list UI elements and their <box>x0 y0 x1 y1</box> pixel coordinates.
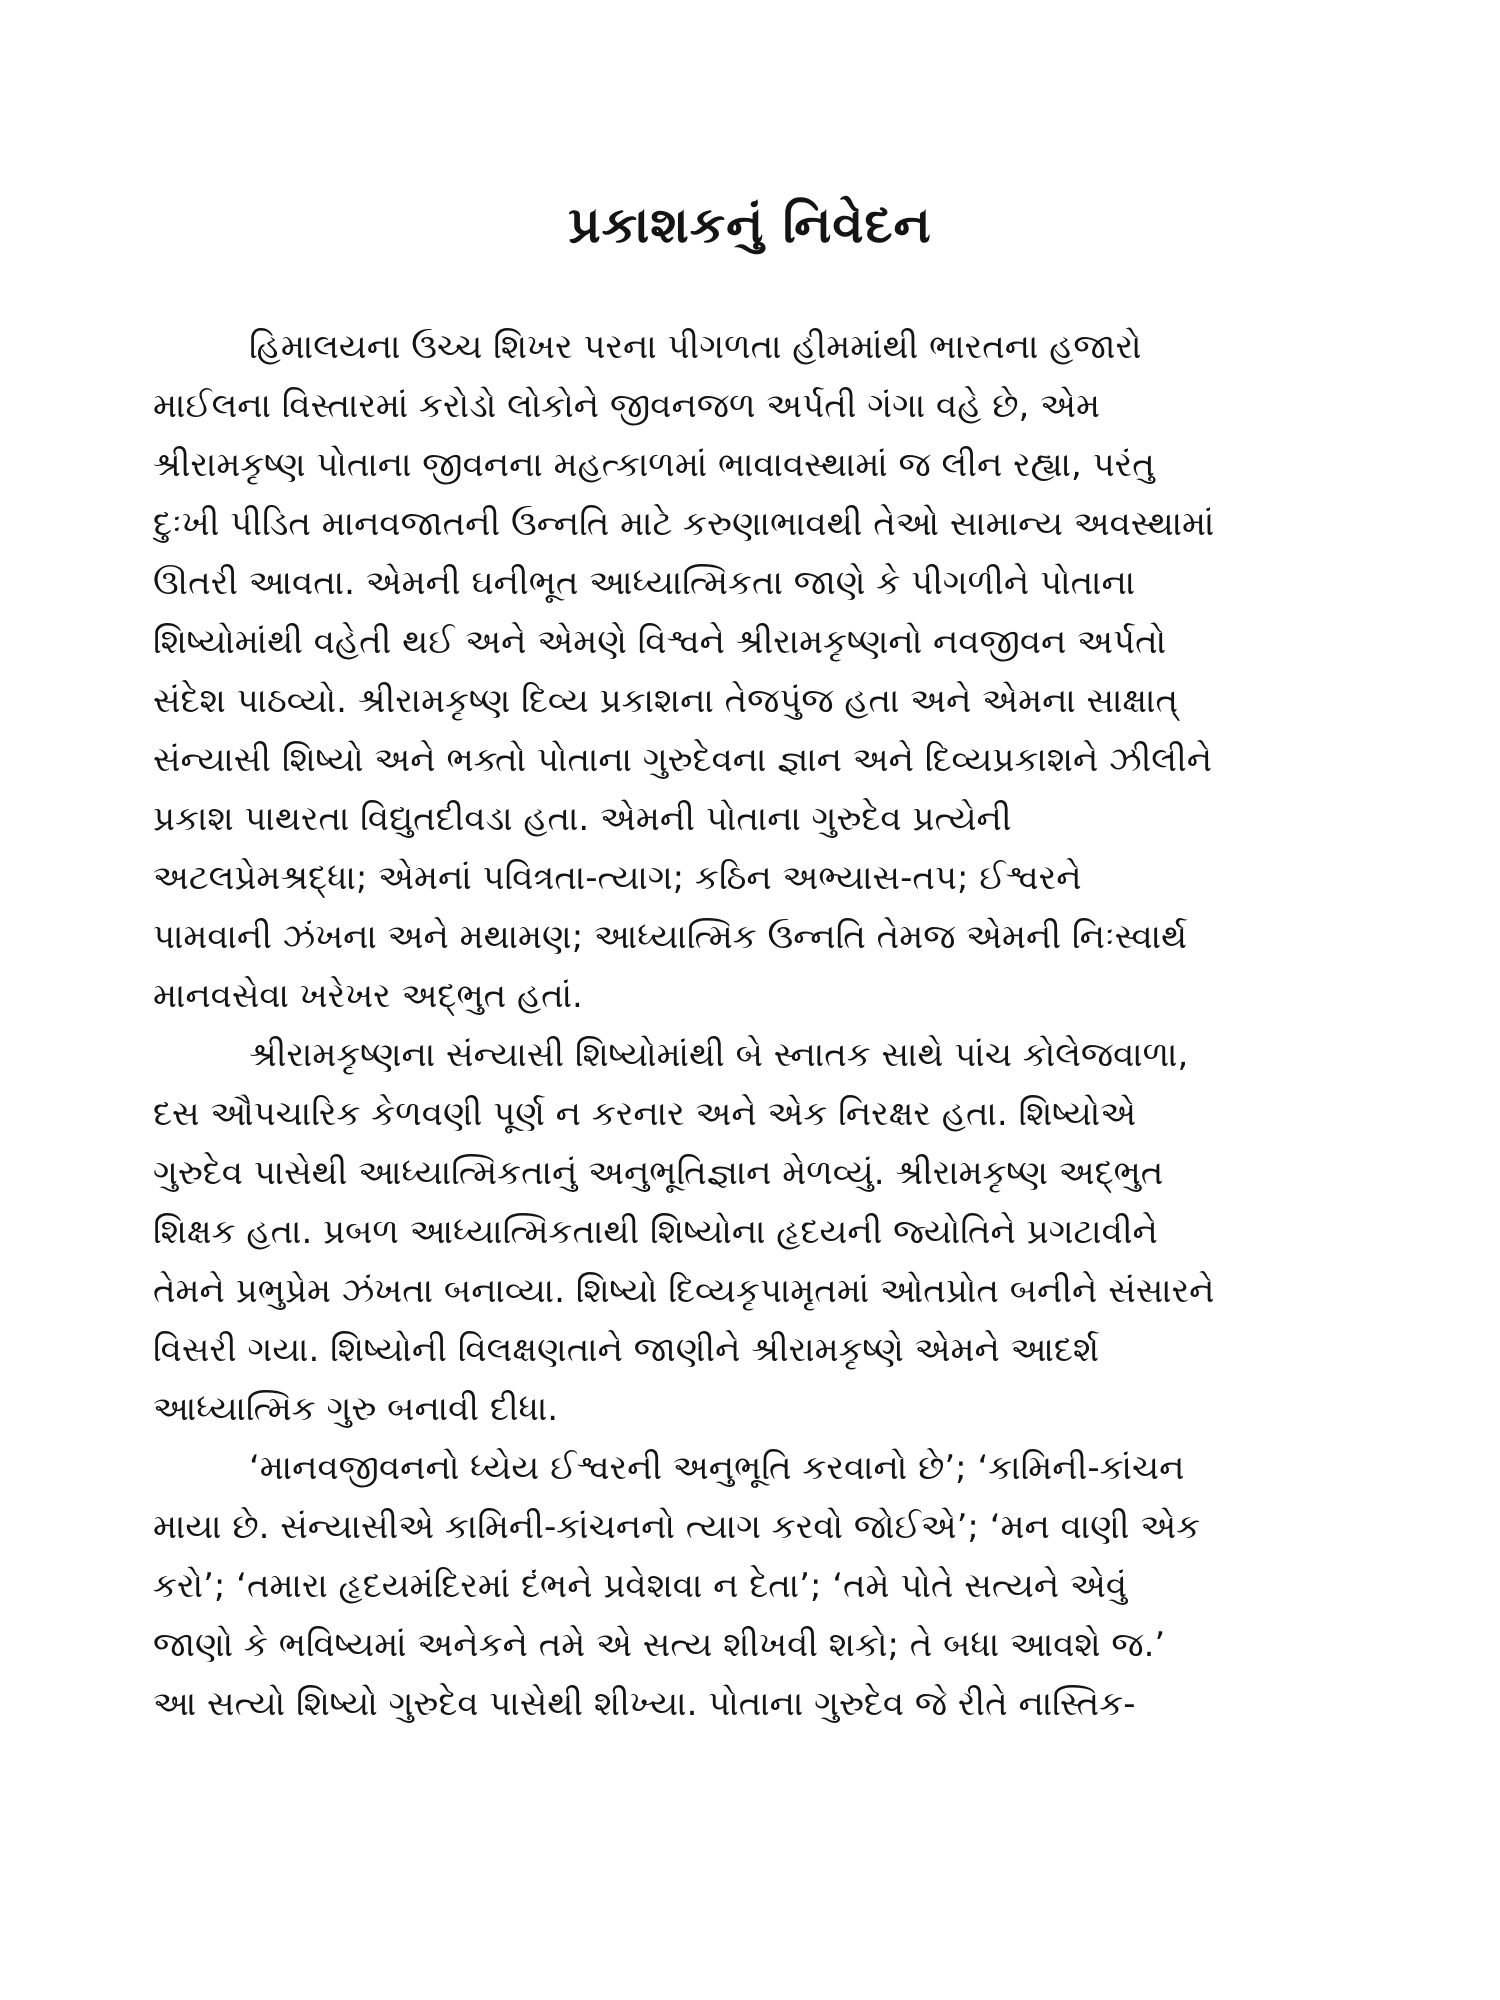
paragraph-2-line-2: દસ ઔપચારિક કેળવણી પૂર્ણ ન કરનાર અને એક નિરક્ષર હતા. શિષ્યોએ <box>153 1094 1137 1134</box>
paragraph-3-line-1: ‘માનવજીવનનો ધ્યેય ઈશ્વરની અનુભૂતિ કરવાનો છે’; ‘કામિની-કાંચન <box>249 1448 1185 1488</box>
paragraph-2-line-1: શ્રીરામકૃષ્ણના સંન્યાસી શિષ્યોમાંથી બે સ્નાતક સાથે પાંચ કોલેજવાળા, <box>249 1035 1189 1075</box>
paragraph-2-line-4: શિક્ષક હતા. પ્રબળ આધ્યાત્મિકતાથી શિષ્યોના હૃદયની જ્યોતિને પ્રગટાવીને <box>153 1212 1158 1252</box>
paragraph-1-line-10: અટલપ્રેમશ્રદ્ધા; એમનાં પવિત્રતા-ત્યાગ; કઠિન અભ્યાસ-તપ; ઈશ્વરને <box>153 858 1082 898</box>
paragraph-1-line-2: માઈલના વિસ્તારમાં કરોડો લોકોને જીવનજળ અર્પતી ગંગા વહે છે, એમ <box>153 386 1100 426</box>
paragraph-1-line-4: દુઃખી પીડિત માનવજાતની ઉન્નતિ માટે કરુણાભાવથી તેઓ સામાન્ય અવસ્થામાં <box>153 504 1215 544</box>
paragraph-3-line-3: કરો’; ‘તમારા હૃદયમંદિરમાં દંભને પ્રવેશવા ન દેતા’; ‘તમે પોતે સત્યને એવું <box>153 1566 1128 1606</box>
paragraph-1-line-6: શિષ્યોમાંથી વહેતી થઈ અને એમણે વિશ્વને શ્રીરામકૃષ્ણનો નવજીવન અર્પતો <box>153 622 1167 662</box>
paragraph-3-line-4: જાણો કે ભવિષ્યમાં અનેકને તમે એ સત્ય શીખવી શકો; તે બધા આવશે જ.’ <box>153 1625 1166 1665</box>
paragraph-2-line-6: વિસરી ગયા. શિષ્યોની વિલક્ષણતાને જાણીને શ્રીરામકૃષ્ણે એમને આદર્શ <box>153 1330 1100 1370</box>
paragraph-2-line-7: આધ્યાત્મિક ગુરુ બનાવી દીધા. <box>153 1389 559 1429</box>
paragraph-1-line-9: પ્રકાશ પાથરતા વિદ્યુતદીવડા હતા. એમની પોતાના ગુરુદેવ પ્રત્યેની <box>153 799 1012 839</box>
paragraph-1-line-1: હિમાલયના ઉચ્ચ શિખર પરના પીગળતા હીમમાંથી ભારતના હજારો <box>249 327 1142 367</box>
paragraph-2-line-5: તેમને પ્રભુપ્રેમ ઝંખતા બનાવ્યા. શિષ્યો દિવ્યકૃપામૃતમાં ઓતપ્રોત બનીને સંસારને <box>153 1271 1215 1311</box>
paragraph-3-line-5: આ સત્યો શિષ્યો ગુરુદેવ પાસેથી શીખ્યા. પોતાના ગુરુદેવ જે રીતે નાસ્તિક- <box>153 1684 1136 1724</box>
paragraph-1-line-12: માનવસેવા ખરેખર અદ્ભુત હતાં. <box>153 976 583 1016</box>
paragraph-1-line-11: પામવાની ઝંખના અને મથામણ; આધ્યાત્મિક ઉન્નતિ તેમજ એમની નિઃસ્વાર્થ <box>153 917 1188 957</box>
body-text <box>153 318 1361 1734</box>
paragraph-1-line-3: શ્રીરામકૃષ્ણ પોતાના જીવનના મહત્કાળમાં ભાવાવસ્થામાં જ લીન રહ્યા, પરંતુ <box>153 445 1155 485</box>
page-title: પ્રકાશકનું નિવેદન <box>568 196 932 254</box>
paragraph-3-line-2: માયા છે. સંન્યાસીએ કામિની-કાંચનનો ત્યાગ કરવો જોઈએ’; ‘મન વાણી એક <box>153 1507 1201 1547</box>
paragraph-1-line-5: ઊતરી આવતા. એમની ઘનીભૂત આધ્યાત્મિકતા જાણે કે પીગળીને પોતાના <box>153 563 1136 603</box>
paragraph-1-line-7: સંદેશ પાઠવ્યો. શ્રીરામકૃષ્ણ દિવ્ય પ્રકાશના તેજપુંજ હતા અને એમના સાક્ષાત્ <box>153 681 1178 721</box>
paragraph-1-line-8: સંન્યાસી શિષ્યો અને ભક્તો પોતાના ગુરુદેવના જ્ઞાન અને દિવ્યપ્રકાશને ઝીલીને <box>153 740 1213 780</box>
paragraph-2-line-3: ગુરુદેવ પાસેથી આધ્યાત્મિકતાનું અનુભૂતિજ્ઞાન મેળવ્યું. શ્રીરામકૃષ્ણ અદ્ભુત <box>153 1153 1164 1193</box>
